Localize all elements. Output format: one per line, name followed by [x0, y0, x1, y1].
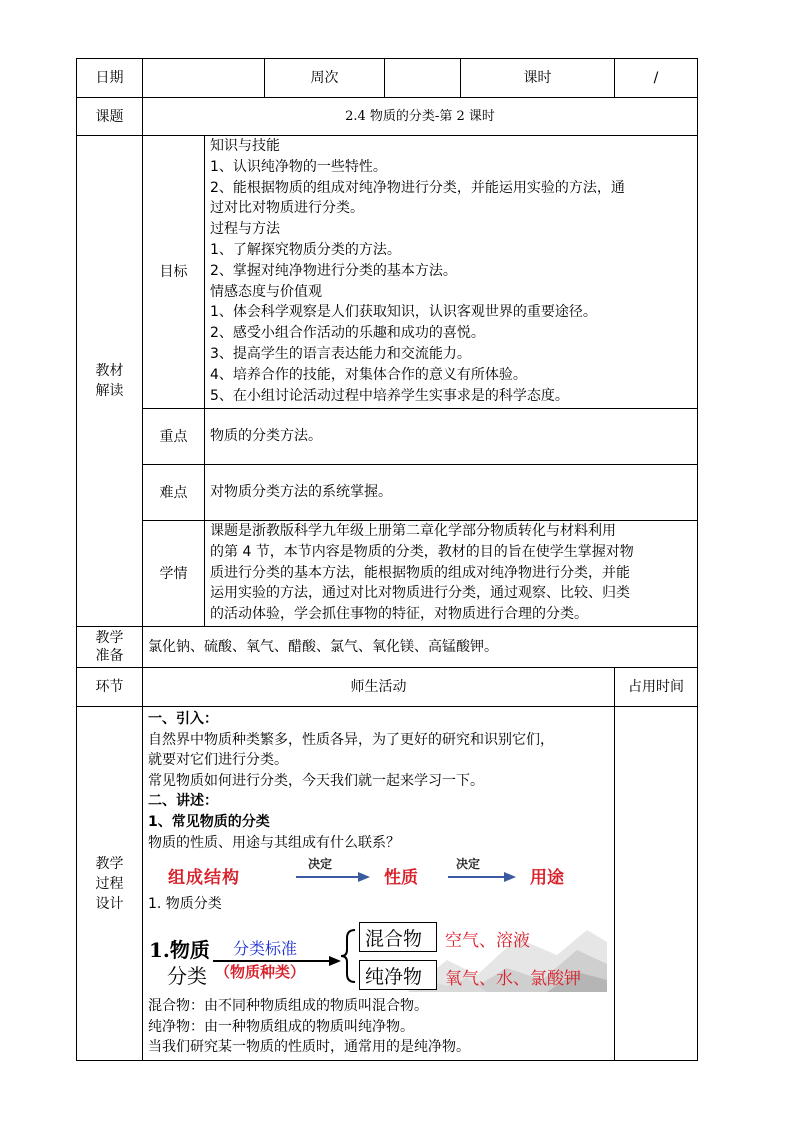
goals-line: 2、掌握对纯净物进行分类的基本方法。 [210, 262, 457, 279]
material-label-line2: 解读 [95, 383, 124, 399]
table-border-bottom [76, 1060, 698, 1061]
flow-use: 用途 [530, 868, 564, 888]
topic-value: 2.4 物质的分类-第 2 课时 [345, 108, 495, 124]
time-cell[interactable] [615, 707, 697, 1060]
goals-line: 1、认识纯净物的一些特性。 [210, 158, 387, 175]
row-divider [143, 464, 698, 465]
key-point-label: 重点 [159, 428, 188, 445]
date-value[interactable] [143, 59, 264, 97]
flow-diagram [148, 857, 608, 893]
flow-decides-2: 决定 [456, 857, 481, 871]
learning-line: 的活动体验，学会抓住事物的特征，对物质进行合理的分类。 [210, 606, 588, 623]
difficulty-value: 对物质分类方法的系统掌握。 [210, 484, 392, 500]
goals-line: 4、培养合作的技能，对集体合作的意义有所体验。 [210, 366, 527, 383]
goals-line: 过对比对物质进行分类。 [210, 200, 364, 217]
definition-line: 纯净物：由一种物质组成的物质叫纯净物。 [148, 1018, 414, 1035]
date-label: 日期 [95, 70, 124, 86]
prep-label-line2: 准备 [95, 648, 124, 664]
diagram-criterion: 分类标准 [233, 939, 298, 958]
row-divider [76, 706, 698, 707]
week-value[interactable] [385, 59, 460, 97]
question-line: 物质的性质、用途与其组成有什么联系？ [148, 834, 400, 851]
goals-line: 1、了解探究物质分类的方法。 [210, 241, 401, 258]
goals-text [210, 136, 625, 406]
period-value: / [653, 70, 659, 86]
intro-heading: 一、引入： [148, 711, 218, 727]
week-label: 周次 [310, 70, 339, 86]
table-border-right [697, 58, 698, 1061]
goals-line: 1、体会科学观察是人们获取知识，认识客观世界的重要途径。 [210, 304, 597, 321]
process-label-line1: 教学 [95, 855, 124, 872]
lecture-heading: 二、讲述： [148, 793, 218, 810]
definition-line: 混合物：由不同种物质组成的物质叫混合物。 [148, 998, 428, 1014]
intro-line: 就要对它们进行分类。 [148, 752, 288, 769]
process-text-top [148, 709, 554, 853]
learning-line: 的第 4 节，本节内容是物质的分类，教材的目的旨在使学生掌握对物 [210, 543, 634, 560]
goals-line: 3、提高学生的语言表达能力和交流能力。 [210, 345, 471, 362]
intro-line: 常见物质如何进行分类，今天我们就一起来学习一下。 [148, 772, 484, 789]
activity-header: 师生活动 [350, 679, 407, 695]
diagram-left-line2: 分类 [167, 964, 207, 988]
period-label: 课时 [523, 70, 552, 86]
goals-line: 5、在小组讨论活动过程中培养学生实事求是的科学态度。 [210, 387, 569, 404]
prep-value: 氯化钠、硫酸、氧气、醋酸、氯气、氧化镁、高锰酸钾。 [148, 639, 498, 655]
intro-line: 自然界中物质种类繁多，性质各异，为了更好的研究和识别它们， [148, 731, 554, 748]
learning-line: 质进行分类的基本方法，能根据物质的组成对纯净物进行分类，并能 [210, 564, 630, 581]
definition-line: 当我们研究某一物质的性质时，通常用的是纯净物。 [148, 1039, 470, 1056]
prep-label-line1: 教学 [95, 630, 124, 646]
process-label-line2: 过程 [95, 875, 124, 892]
diagram-pure: 纯净物 [365, 966, 423, 988]
classification-diagram [147, 920, 607, 992]
stage-header: 环节 [95, 679, 124, 695]
flow-property: 性质 [384, 868, 418, 888]
learning-text [210, 521, 634, 625]
flow-arrow-1 [292, 857, 376, 887]
goals-line: 知识与技能 [210, 138, 280, 154]
goals-line: 情感态度与价值观 [210, 283, 322, 300]
learning-line: 课题是浙教版科学九年级上册第二章化学部分物质转化与材料利用 [210, 523, 616, 539]
topic-label: 课题 [95, 108, 124, 125]
diagram-mixture: 混合物 [365, 928, 423, 950]
time-header: 占用时间 [628, 679, 684, 695]
process-label [77, 707, 142, 1060]
flow-structure: 组成结构 [168, 868, 240, 888]
goals-label: 目标 [159, 264, 188, 280]
process-label-line3: 设计 [95, 895, 124, 912]
sub-heading: 1、常见物质的分类 [148, 813, 270, 830]
difficulty-label: 难点 [159, 484, 188, 501]
brace-icon [339, 928, 359, 984]
definitions-text [148, 996, 470, 1058]
row-divider [76, 626, 698, 627]
prep-label [77, 627, 142, 667]
goals-line: 过程与方法 [210, 221, 280, 238]
diagram-left-line1: 1.物质 [149, 938, 210, 962]
diagram-mixture-examples: 空气、溶液 [445, 931, 530, 951]
learning-label: 学情 [159, 565, 188, 582]
col-divider [204, 135, 205, 627]
diagram-criterion-sub: （物质种类） [215, 963, 306, 981]
material-label [77, 136, 142, 626]
classify-title: 1. 物质分类 [148, 896, 222, 912]
material-label-line1: 教材 [95, 363, 124, 379]
key-point-value: 物质的分类方法。 [210, 428, 322, 444]
row-divider [143, 408, 698, 409]
diagram-pure-examples: 氧气、水、氯酸钾 [445, 969, 581, 989]
goals-line: 2、能根据物质的组成对纯净物进行分类，并能运用实验的方法，通 [210, 179, 625, 196]
learning-line: 运用实验的方法，通过对比对物质进行分类，通过观察、比较、归类 [210, 585, 630, 602]
flow-decides-1: 决定 [308, 857, 333, 871]
goals-line: 2、感受小组合作活动的乐趣和成功的喜悦。 [210, 325, 485, 342]
